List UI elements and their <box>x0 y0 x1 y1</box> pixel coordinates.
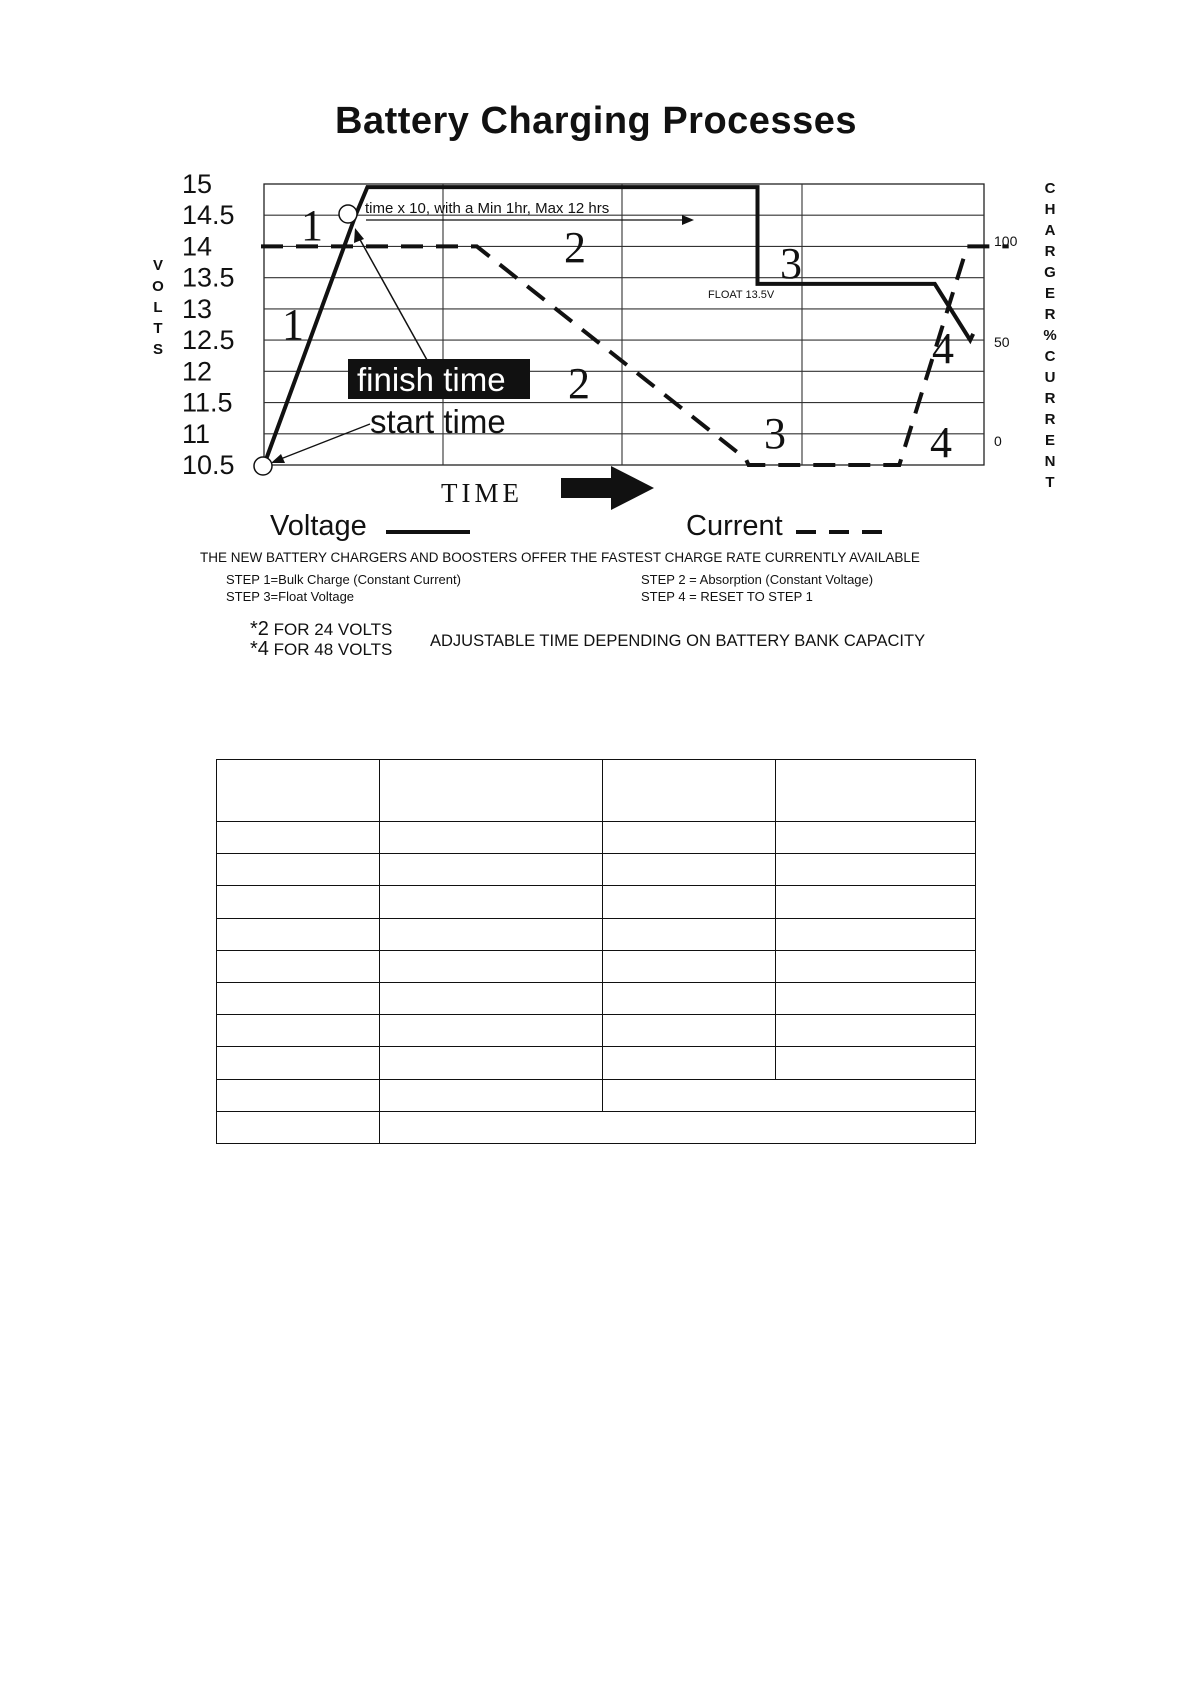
y2-tick-label: 0 <box>994 433 1002 449</box>
table-row <box>217 1111 976 1143</box>
step-3-note: STEP 3=Float Voltage <box>226 589 355 604</box>
table-cell <box>776 886 976 918</box>
table-cell <box>217 822 380 854</box>
table-cell <box>217 854 380 886</box>
axis-label-letter: R <box>1044 411 1056 428</box>
axis-label-letter: C <box>1044 348 1056 365</box>
y-tick-label: 11.5 <box>182 387 233 418</box>
axis-label-letter: % <box>1043 327 1057 344</box>
table-cell <box>380 854 603 886</box>
axis-label-letter: A <box>1044 222 1056 239</box>
table-cell <box>776 982 976 1014</box>
table-cell <box>603 822 776 854</box>
table-cell <box>217 760 380 822</box>
option-48v-text: FOR 48 VOLTS <box>273 640 393 659</box>
table-cell <box>603 854 776 886</box>
table-cell <box>380 760 603 822</box>
duration-annotation: time x 10, with a Min 1hr, Max 12 hrs <box>365 200 610 217</box>
table-cell <box>603 982 776 1014</box>
table-cell <box>217 1047 380 1079</box>
y-tick-label: 15 <box>182 169 213 199</box>
table-cell <box>217 1111 380 1143</box>
table-cell <box>776 854 976 886</box>
step-number-3: 3 <box>780 239 802 288</box>
table-cell <box>380 1079 603 1111</box>
table-row <box>217 950 976 982</box>
table-row <box>217 918 976 950</box>
table-cell <box>380 1015 603 1047</box>
y-tick-label: 14.5 <box>182 200 235 231</box>
table-cell <box>217 1079 380 1111</box>
axis-label-letter: T <box>1045 474 1055 491</box>
x-axis-label: TIME <box>441 478 523 508</box>
axis-label-letter: S <box>152 341 163 358</box>
table-cell <box>603 886 776 918</box>
axis-label-letter: N <box>1044 453 1056 470</box>
table-cell <box>380 982 603 1014</box>
table-row <box>217 1015 976 1047</box>
option-48v-multiplier: *4 <box>250 638 269 660</box>
table-cell <box>776 760 976 822</box>
y-tick-label: 13 <box>182 293 213 324</box>
step-number-4: 4 <box>930 418 952 467</box>
start-arrow-line <box>278 424 370 460</box>
option-24v-text: FOR 24 VOLTS <box>273 620 393 639</box>
table-cell <box>380 950 603 982</box>
axis-label-letter: C <box>1044 180 1056 197</box>
axis-label-letter: L <box>153 299 163 316</box>
table-cell <box>776 1015 976 1047</box>
finish-time-label: finish time <box>357 361 506 398</box>
y-tick-label: 10.5 <box>182 450 235 480</box>
axis-label-letter: E <box>1044 285 1055 302</box>
table-row <box>217 822 976 854</box>
table-row <box>217 1079 976 1111</box>
axis-label-letter: R <box>1044 243 1056 260</box>
axis-label-letter: V <box>152 257 163 274</box>
table-row <box>217 886 976 918</box>
float-annotation: FLOAT 13.5V <box>708 289 775 301</box>
adjustable-time-note: ADJUSTABLE TIME DEPENDING ON BATTERY BANK CAPACITY <box>430 632 926 650</box>
step-number-1: 1 <box>301 201 323 250</box>
table-cell <box>603 1015 776 1047</box>
y2-tick-label: 50 <box>994 334 1010 350</box>
option-24v-multiplier: *2 <box>250 618 269 640</box>
y-tick-label: 13.5 <box>182 262 235 293</box>
start-arrow-head <box>271 454 285 463</box>
series <box>254 187 1009 475</box>
table-cell <box>217 886 380 918</box>
axis-label-letter: G <box>1044 264 1056 281</box>
table-cell <box>217 950 380 982</box>
start-point-marker <box>254 457 272 475</box>
table-cell <box>603 918 776 950</box>
table-cell <box>380 918 603 950</box>
y-tick-label: 12 <box>182 356 213 387</box>
table-cell <box>776 822 976 854</box>
time-arrow-body <box>561 478 613 498</box>
finish-point-marker <box>339 205 357 223</box>
finish-arrow-line <box>358 236 427 360</box>
y-tick-label: 11 <box>182 418 211 449</box>
spec-table <box>216 759 976 1144</box>
table-cell <box>217 1015 380 1047</box>
table-cell <box>603 760 776 822</box>
table-header-row <box>217 760 976 822</box>
y2-tick-label: 100 <box>994 233 1018 249</box>
legend-voltage <box>270 510 367 543</box>
charging-chart <box>0 0 1192 700</box>
axis-label-letter: R <box>1044 306 1056 323</box>
table-cell <box>380 886 603 918</box>
table-cell <box>776 918 976 950</box>
axis-label-letter: U <box>1044 369 1056 386</box>
table-cell <box>217 918 380 950</box>
axis-label-letter: E <box>1044 432 1055 449</box>
start-time-label: start time <box>370 403 506 440</box>
step-2-note: STEP 2 = Absorption (Constant Voltage) <box>641 572 874 587</box>
axis-label-letter: H <box>1044 201 1056 218</box>
step-4-note: STEP 4 = RESET TO STEP 1 <box>641 589 813 604</box>
table-cell <box>380 822 603 854</box>
y-tick-label: 12.5 <box>182 325 235 356</box>
axis-label-letter: R <box>1044 390 1056 407</box>
step-number-4: 4 <box>932 324 954 373</box>
legend-current <box>686 510 783 543</box>
table-cell <box>603 950 776 982</box>
option-48v <box>250 638 392 661</box>
y-axis-right-label <box>1040 178 1060 493</box>
time-arrow-head <box>611 466 654 510</box>
finish-arrow-head <box>354 228 364 243</box>
table-cell <box>380 1047 603 1079</box>
chart-title: Battery Charging Processes <box>335 100 857 142</box>
table-row <box>217 982 976 1014</box>
table-cell <box>217 982 380 1014</box>
table-cell <box>776 950 976 982</box>
step-number-1: 1 <box>282 300 304 349</box>
legend-current-label: Current <box>686 510 783 542</box>
duration-arrow-head <box>682 215 694 225</box>
axis-label-letter: O <box>152 278 164 295</box>
table-cell <box>776 1047 976 1079</box>
main-note: THE NEW BATTERY CHARGERS AND BOOSTERS OFFER THE FASTEST CHARGE RATE CURRENTLY AVAILABLE <box>200 550 920 565</box>
table-cell <box>603 1047 776 1079</box>
table-cell <box>380 1111 976 1143</box>
step-number-2: 2 <box>564 223 586 272</box>
legend-voltage-label: Voltage <box>270 510 367 542</box>
annotations <box>271 200 954 532</box>
table-row <box>217 854 976 886</box>
y-axis-left-label <box>148 255 168 360</box>
y-tick-label: 14 <box>182 231 213 262</box>
step-1-note: STEP 1=Bulk Charge (Constant Current) <box>226 572 461 587</box>
step-number-2: 2 <box>568 359 590 408</box>
table-cell <box>603 1079 976 1111</box>
step-number-3: 3 <box>764 409 786 458</box>
table-row <box>217 1047 976 1079</box>
axis-label-letter: T <box>153 320 163 337</box>
